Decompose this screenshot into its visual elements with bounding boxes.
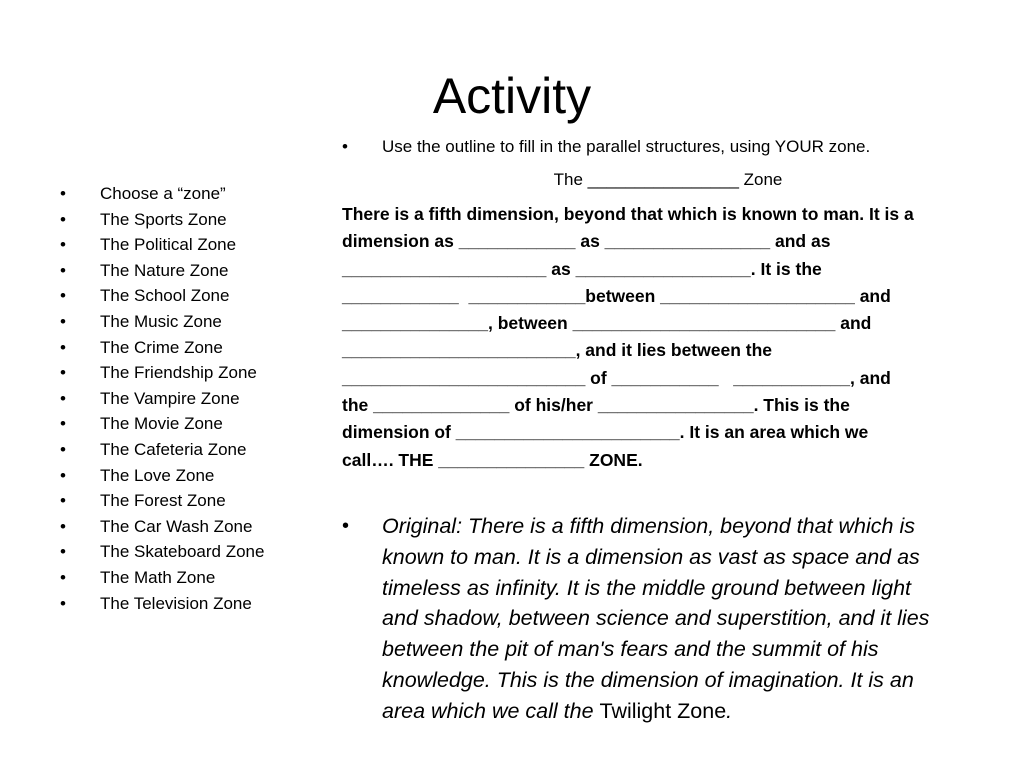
fill-in-line: There is a fifth dimension, beyond that which is known to man. It is a <box>342 204 914 224</box>
bullet-icon: • <box>60 260 66 280</box>
zone-title-line: The ________________ Zone <box>553 170 783 189</box>
bullet-icon: • <box>60 439 66 459</box>
zones-list-item-label: The Math Zone <box>100 567 216 587</box>
zones-list-item <box>60 411 320 437</box>
bullet-icon: • <box>60 414 66 434</box>
zones-list-item <box>60 181 320 207</box>
twilight-zone-text: Twilight Zone <box>599 698 727 723</box>
fill-in-line: ________________________, and it lies between the <box>342 340 773 361</box>
zones-list-item-label: The Skateboard Zone <box>100 542 265 562</box>
fill-in-line: _______________, between ___________________________ and <box>342 313 872 334</box>
original-quote-line: and shadow, between science and superstition, and it lies <box>382 606 930 631</box>
zones-list-item <box>60 539 320 565</box>
bullet-icon: • <box>60 567 66 587</box>
bullet-icon: • <box>342 137 348 156</box>
bullet-icon: • <box>60 491 66 511</box>
fill-in-line: call…. THE _______________ ZONE. <box>342 449 643 470</box>
zones-list-item <box>60 207 320 233</box>
zones-list <box>60 181 320 616</box>
zones-list-item <box>60 386 320 412</box>
instruction-text: Use the outline to fill in the parallel structures, using YOUR zone. <box>382 137 871 156</box>
slide-title: Activity <box>432 68 592 124</box>
bullet-icon: • <box>60 363 66 383</box>
bullet-icon: • <box>60 465 66 485</box>
bullet-icon: • <box>60 388 66 408</box>
zones-list-item <box>60 463 320 489</box>
original-quote-item <box>342 511 982 727</box>
zones-list-item-label: The Love Zone <box>100 465 215 485</box>
zones-list-item-label: The Television Zone <box>100 593 252 613</box>
original-quote-line: timeless as infinity. It is the middle ground between light <box>382 575 912 600</box>
zones-list-item-label: The Crime Zone <box>100 337 223 357</box>
bullet-icon: • <box>60 542 66 562</box>
zones-list-item <box>60 514 320 540</box>
instruction-item <box>342 134 1002 160</box>
original-quote-line: knowledge. This is the dimension of imagination. It is an <box>382 667 914 692</box>
original-quote-line: Original: There is a fifth dimension, beyond that which is <box>382 513 915 538</box>
zones-list-item-label: The Nature Zone <box>100 260 229 280</box>
zones-list-item <box>60 309 320 335</box>
fill-in-line: the ______________ of his/her ________________. This is the <box>342 395 850 416</box>
fill-in-paragraph <box>342 201 997 474</box>
bullet-icon: • <box>60 209 66 229</box>
fill-in-line: ____________ ____________between ____________________ and <box>342 285 891 306</box>
original-quote-line: known to man. It is a dimension as vast as space and as <box>382 544 920 569</box>
zones-list-item <box>60 488 320 514</box>
bullet-icon: • <box>342 514 350 537</box>
zones-list-item <box>60 360 320 386</box>
fill-in-line: dimension of _______________________. It is an area which we <box>342 422 869 443</box>
zones-list-item-label: The Cafeteria Zone <box>100 439 247 459</box>
zones-list-item-label: The Vampire Zone <box>100 388 240 408</box>
activity-content <box>342 134 1002 727</box>
bullet-icon: • <box>60 516 66 536</box>
original-quote-line: between the pit of man's fears and the summit of his <box>382 637 879 662</box>
fill-in-line: _________________________ of ___________ ____________, and <box>342 367 891 388</box>
original-quote-prefix: area which we call the <box>382 698 600 723</box>
zones-list-item-label: The Friendship Zone <box>100 363 257 383</box>
bullet-icon: • <box>60 235 66 255</box>
bullet-icon: • <box>60 184 66 203</box>
zones-list-item <box>60 232 320 258</box>
original-quote-suffix: . <box>726 698 733 723</box>
zones-list-item-label: The Car Wash Zone <box>100 516 253 536</box>
zones-list-item-label: The Movie Zone <box>100 414 223 434</box>
zones-list-item <box>60 335 320 361</box>
zones-list-item-label: Choose a “zone” <box>100 184 226 203</box>
zones-list-item-label: The Political Zone <box>100 235 237 255</box>
zones-list-item-label: The Sports Zone <box>100 209 227 229</box>
fill-in-line: _____________________ as __________________. It is the <box>342 258 822 279</box>
zones-list-item-label: The School Zone <box>100 286 230 306</box>
zones-list-item <box>60 258 320 284</box>
fill-in-line: dimension as ____________ as _________________ and as <box>342 231 831 252</box>
zones-list-item-label: The Music Zone <box>100 311 222 331</box>
bullet-icon: • <box>60 337 66 357</box>
zones-list-item <box>60 437 320 463</box>
zones-list-item-label: The Forest Zone <box>100 491 226 511</box>
bullet-icon: • <box>60 593 66 613</box>
zones-list-item <box>60 283 320 309</box>
original-quote-line-last <box>382 696 982 727</box>
zones-list-item <box>60 565 320 591</box>
bullet-icon: • <box>60 311 66 331</box>
zones-list-item <box>60 591 320 617</box>
bullet-icon: • <box>60 286 66 306</box>
